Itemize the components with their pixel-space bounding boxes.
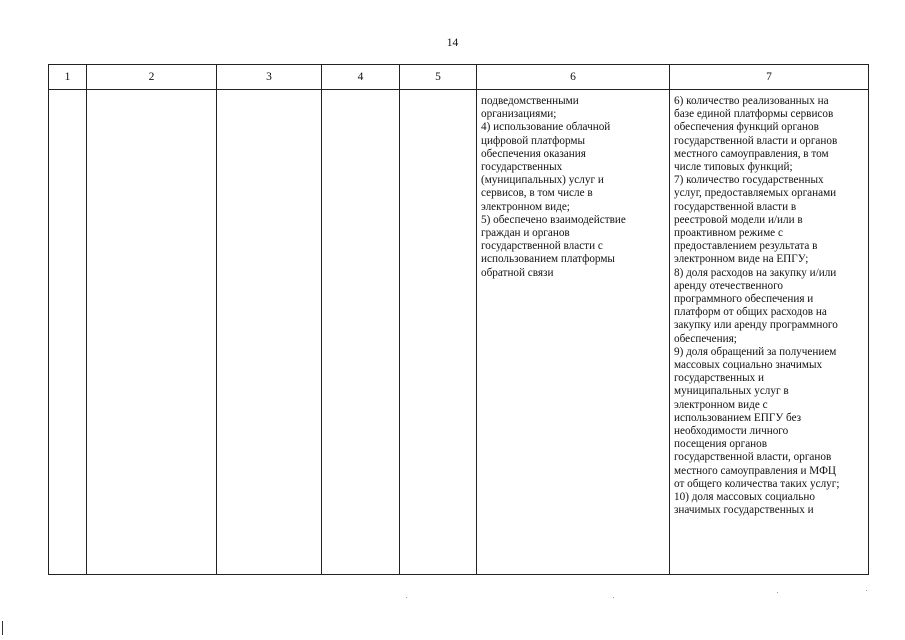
table-row (49, 90, 869, 575)
column-header-2: 2 (87, 65, 217, 90)
column-header-5: 5 (400, 65, 477, 90)
column-header-6: 6 (477, 65, 670, 90)
scan-dot (613, 597, 614, 598)
col6-text: подведомственными организациями; 4) использование облачной цифровой платформы обеспечения оказания государственных (муниципальных) услуг и сервисов, в том числе в электронном виде; 5) обеспечено взаимодействие граждан и органов государственной власти с использованием платформы обратной связи (481, 95, 626, 279)
column-header-7: 7 (670, 65, 869, 90)
scan-edge-mark (2, 621, 3, 635)
column-header-3: 3 (217, 65, 322, 90)
cell-col-4 (322, 90, 400, 575)
scan-dot (406, 597, 407, 598)
cell-col-2 (87, 90, 217, 575)
cell-col-3 (217, 90, 322, 575)
table-header-row (49, 65, 869, 90)
page-number: 14 (446, 37, 459, 49)
cell-col-6 (477, 90, 670, 575)
cell-col-1 (49, 90, 87, 575)
cell-col-5 (400, 90, 477, 575)
scan-dot (866, 590, 867, 591)
scan-dot (777, 592, 778, 593)
col7-text: 6) количество реализованных на базе единой платформы сервисов обеспечения функций органов государственной власти и органов местного самоуправления, в том числе типовых функций; 7) количество государственных услуг, предоставляемых органами государственной власти в реестровой модели и/или в проактивном режиме с предоставлением результата в электронном виде на ЕПГУ; 8) доля расходов на закупку и/или аренду отечественного программного обеспечения и платформ от общих расходов на закупку или аренду программного обеспечения; 9) доля обращений за получением массовых социально значимых государственных и муниципальных услуг в электронном виде с использованием ЕПГУ без необходимости личного посещения органов государственной власти, органов местного самоуправления и МФЦ от общего количества таких услуг; 10) доля массовых социально значимых государственных и (674, 95, 840, 517)
column-header-1: 1 (49, 65, 87, 90)
column-header-4: 4 (322, 65, 400, 90)
cell-col-7 (670, 90, 869, 575)
document-table (48, 64, 869, 575)
